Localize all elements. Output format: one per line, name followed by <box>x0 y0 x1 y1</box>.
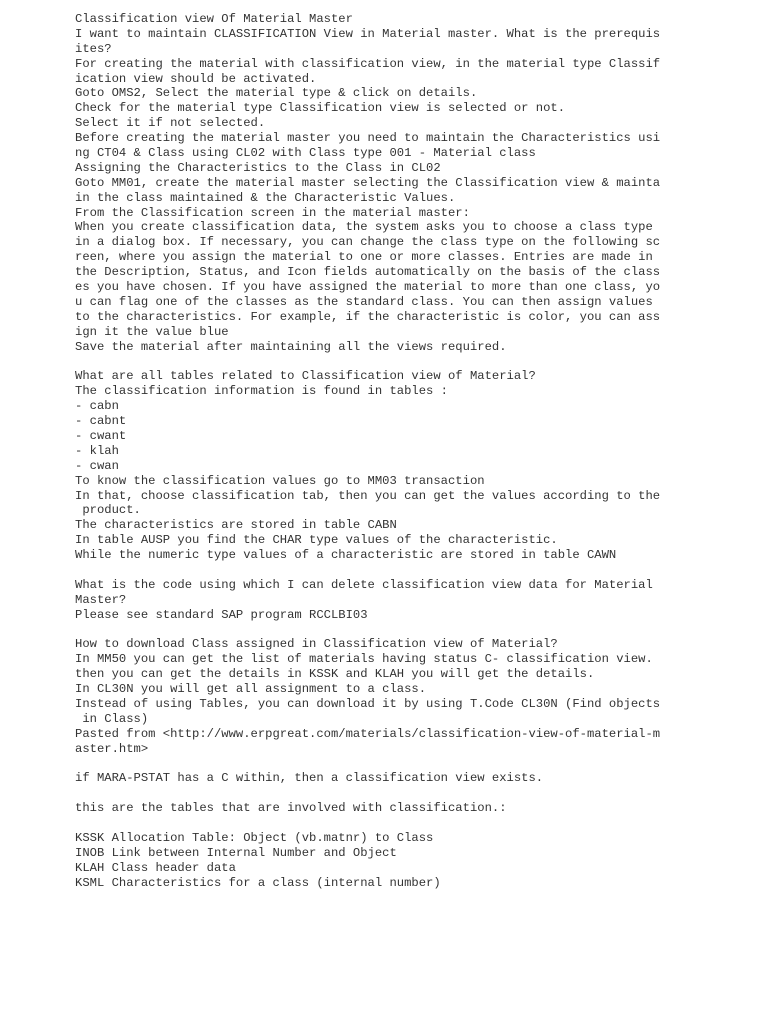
blank-line <box>75 623 760 638</box>
text-line: Goto OMS2, Select the material type & click on details. <box>75 86 478 101</box>
text-line: Pasted from <http://www.erpgreat.com/materials/classification-view-of-material-m <box>75 726 661 741</box>
text-line: ication view should be activated. <box>75 71 317 86</box>
text-line: es you have chosen. If you have assigned the material to more than one class, yo <box>75 280 661 295</box>
text-line: then you can get the details in KSSK and KLAH you will get the details. <box>75 667 595 682</box>
text-line: KSSK Allocation Table: Object (vb.matnr) to Class <box>75 830 434 845</box>
text-line: While the numeric type values of a characteristic are stored in table CAWN <box>75 548 617 563</box>
blank-line <box>75 757 760 772</box>
blank-line <box>75 786 760 801</box>
text-line: In CL30N you will get all assignment to a class. <box>75 682 427 697</box>
text-line: When you create classification data, the system asks you to choose a class type <box>75 220 653 235</box>
text-line: in Class) <box>75 711 149 726</box>
text-line: In table AUSP you find the CHAR type values of the characteristic. <box>75 533 558 548</box>
text-line: Save the material after maintaining all the views required. <box>75 339 507 354</box>
text-line: Master? <box>75 592 127 607</box>
text-line: u can flag one of the classes as the standard class. You can then assign values <box>75 294 653 309</box>
text-line: aster.htm> <box>75 741 149 756</box>
text-line: ng CT04 & Class using CL02 with Class type 001 - Material class <box>75 146 536 161</box>
text-line: What are all tables related to Classification view of Material? <box>75 369 536 384</box>
text-line: ign it the value blue <box>75 324 229 339</box>
text-line: - cwant <box>75 428 127 443</box>
document-body <box>75 27 760 891</box>
text-line: I want to maintain CLASSIFICATION View in Material master. What is the prerequis <box>75 26 661 41</box>
text-line: the Description, Status, and Icon fields automatically on the basis of the class <box>75 265 661 280</box>
text-line: in the class maintained & the Characteristic Values. <box>75 190 456 205</box>
text-line: product. <box>75 503 141 518</box>
text-line: KSML Characteristics for a class (internal number) <box>75 875 441 890</box>
text-line: Before creating the material master you need to maintain the Characteristics usi <box>75 131 661 146</box>
text-line: - cwan <box>75 458 119 473</box>
text-line: KLAH Class header data <box>75 860 236 875</box>
text-line: INOB Link between Internal Number and Object <box>75 845 397 860</box>
document-title: Classification view Of Material Master <box>75 12 353 26</box>
text-line: Instead of using Tables, you can download it by using T.Code CL30N (Find objects <box>75 696 661 711</box>
text-line: this are the tables that are involved with classification.: <box>75 801 507 816</box>
text-line: reen, where you assign the material to one or more classes. Entries are made in <box>75 250 653 265</box>
text-line: - cabn <box>75 399 119 414</box>
text-line: In that, choose classification tab, then you can get the values according to the <box>75 488 661 503</box>
text-line: What is the code using which I can delete classification view data for Material <box>75 577 653 592</box>
text-line: Goto MM01, create the material master selecting the Classification view & mainta <box>75 175 661 190</box>
blank-line <box>75 354 760 369</box>
text-line: From the Classification screen in the material master: <box>75 205 470 220</box>
text-line: Select it if not selected. <box>75 116 266 131</box>
document-page <box>75 12 760 891</box>
text-line: to the characteristics. For example, if the characteristic is color, you can ass <box>75 309 661 324</box>
blank-line <box>75 563 760 578</box>
text-line: How to download Class assigned in Classification view of Material? <box>75 637 558 652</box>
text-line: Assigning the Characteristics to the Class in CL02 <box>75 160 441 175</box>
text-line: Check for the material type Classification view is selected or not. <box>75 101 566 116</box>
text-line: - cabnt <box>75 414 127 429</box>
text-line: For creating the material with classification view, in the material type Classif <box>75 56 661 71</box>
text-line: The characteristics are stored in table CABN <box>75 518 397 533</box>
text-line: in a dialog box. If necessary, you can change the class type on the following sc <box>75 235 661 250</box>
text-line: The classification information is found in tables : <box>75 384 448 399</box>
text-line: To know the classification values go to MM03 transaction <box>75 473 485 488</box>
text-line: In MM50 you can get the list of materials having status C- classification view. <box>75 652 653 667</box>
text-line: ites? <box>75 41 112 56</box>
text-line: if MARA-PSTAT has a C within, then a classification view exists. <box>75 771 544 786</box>
text-line: Please see standard SAP program RCCLBI03 <box>75 607 368 622</box>
text-line: - klah <box>75 443 119 458</box>
blank-line <box>75 816 760 831</box>
